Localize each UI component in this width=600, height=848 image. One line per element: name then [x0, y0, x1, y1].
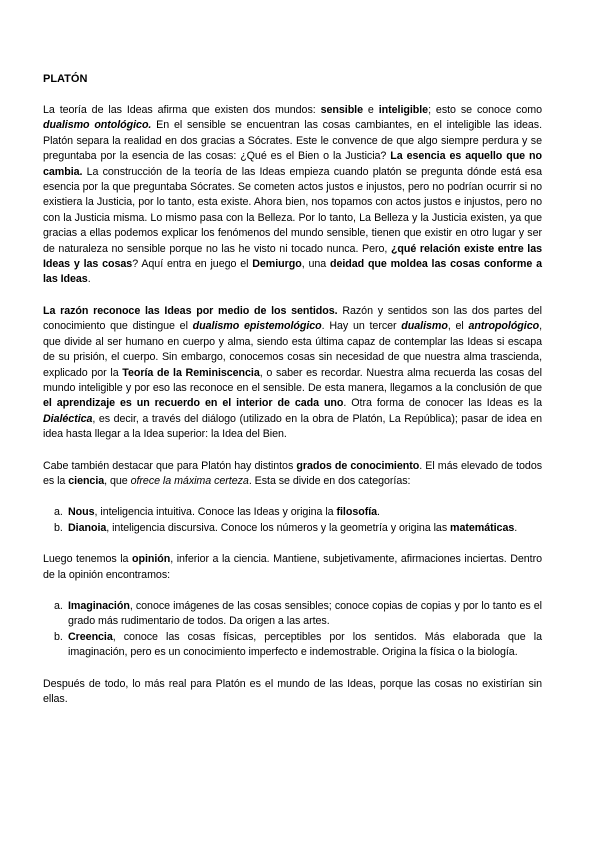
list-item-text — [68, 522, 517, 534]
list-item-creencia — [43, 630, 542, 661]
paragraph-opinion — [43, 552, 542, 583]
list-item-dianoia — [43, 521, 542, 536]
bold-italic-text: Dialéctica — [43, 412, 93, 425]
text-run: , que divide al ser humano en cuerpo y alma, siendo esta última capaz de contemplar las Ideas si escapa de su prisión, el cuerpo. Sin embargo, conocemos cosas sin necesidad de que nuestra alma trascienda, explicado por la — [43, 320, 542, 379]
text-run: . — [87, 273, 91, 286]
text-run: . Hay un tercer — [321, 320, 402, 333]
bold-text: deidad que moldea las cosas conforme a las Ideas — [43, 258, 542, 286]
italic-text: ofrece la máxima certeza — [130, 474, 249, 487]
list-item-text — [68, 631, 542, 658]
text-run: ? Aquí entra en juego el — [132, 258, 253, 271]
bold-text: Demiurgo — [252, 258, 302, 271]
paragraph-reason-senses — [43, 304, 542, 443]
text-run: , una — [301, 258, 330, 271]
bold-text: Teoría de la Reminiscencia — [122, 366, 260, 379]
bold-italic-text: dualismo ontológico. — [43, 119, 152, 132]
list-marker: a. — [54, 506, 63, 519]
text-run: , que — [104, 474, 131, 487]
text-run: Razón y sentidos son las dos partes del conocimiento que distingue el — [43, 304, 542, 333]
bold-italic-text: dualismo — [401, 320, 448, 333]
bold-text: Nous — [68, 506, 95, 519]
list-item-text — [68, 600, 542, 627]
list-item-imaginacion — [43, 599, 542, 630]
text-run: . Esta se divide en dos categorías: — [248, 474, 411, 487]
text-run: Luego tenemos la — [43, 553, 132, 566]
text-run: , es decir, a través del diálogo (utilizado en la obra de Platón, La República); pasar de idea en idea hasta llegar a la Idea superior: la Idea del Bien. — [43, 412, 542, 441]
paragraph-knowledge-degrees — [43, 459, 542, 490]
bold-text: La razón reconoce las Ideas por medio de los sentidos. — [43, 304, 338, 317]
text-run: . Otra forma de conocer las Ideas es la — [343, 397, 542, 410]
bold-text: filosofía — [336, 506, 378, 519]
text-run: En el sensible se encuentran las cosas cambiantes, en el inteligible las ideas. Platón separa la realidad en dos gracias a Sócrates. Este le convence de que algo siempre perdura y se preguntaba por la esencia de las cosas: ¿Qué es el Bien o la Justicia? — [43, 119, 543, 163]
bold-text: opinión — [132, 553, 171, 566]
text-run: , inteligencia intuitiva. Conoce las Ideas y origina la — [94, 506, 337, 519]
list-item-nous — [43, 505, 542, 520]
text-run: , o saber es recordar. Nuestra alma recuerda las cosas del mundo inteligible y por eso las reconoce en el sensible. De esta manera, llegamos a la conclusión de que — [43, 366, 542, 394]
bold-text: Creencia — [68, 630, 113, 643]
bold-text: el aprendizaje es un recuerdo en el interior de cada uno — [43, 397, 344, 410]
text-run: La construcción de la teoría de las Ideas empieza cuando platón se pregunta dónde está esa esencia por la que preguntaba Sócrates. Se cometen actos justos e injustos, pero no podrían ocurrir si no existiera la Justicia, por lo tanto, esta existe. Ahora bien, nos topamos con actos justos e injustos, pero no con la Justicia misma. Lo mismo pasa con la Belleza. Por lo tanto, La Belleza y la Justicia existen, ya que gracias a ellas podemos explicar los fenómenos del mundo sensible, tienen que existir en otro lugar y ser de naturaleza no sensible porque no las he visto ni tocado nunca. Pero, — [43, 165, 542, 255]
text-run: . — [514, 521, 518, 534]
bold-text: La esencia es aquello que no cambia. — [43, 150, 542, 178]
page-title: PLATÓN — [43, 73, 88, 85]
opinion-categories-list — [43, 599, 542, 661]
text-run: , el — [447, 320, 469, 333]
bold-text: Imaginación — [68, 599, 130, 612]
science-categories-list — [43, 505, 542, 536]
bold-text: sensible — [320, 104, 363, 116]
bold-text: grados de conocimiento — [296, 459, 420, 472]
text-run: e — [362, 104, 379, 116]
text-run: Cabe también destacar que para Platón hay distintos — [43, 459, 297, 472]
bold-italic-text: antropológico — [468, 320, 540, 333]
bold-text: inteligible — [378, 104, 429, 116]
paragraph-conclusion — [43, 677, 542, 708]
bold-italic-text: dualismo epistemológico — [192, 320, 322, 333]
list-marker: b. — [54, 630, 63, 643]
text-run: Después de todo, lo más real para Platón es el mundo de las Ideas, porque las cosas no existirían sin ellas. — [43, 677, 542, 705]
bold-text: matemáticas — [450, 521, 515, 534]
bold-text: Dianoia — [68, 521, 107, 534]
text-run: . El más elevado de todos es la — [43, 459, 543, 487]
text-run: , inteligencia discursiva. Conoce los números y la geometría y origina las — [106, 521, 451, 534]
list-marker: a. — [54, 599, 63, 612]
text-run: , conoce las cosas físicas, perceptibles por los sentidos. Más elaborada que la imaginación, pero es un conocimiento imperfecto e indemostrable. Origina la física o la biología. — [68, 630, 542, 659]
bold-text: ¿qué relación existe entre las Ideas y las cosas — [43, 242, 542, 271]
text-run: ; esto se conoce como — [428, 104, 542, 116]
list-marker: b. — [54, 521, 63, 534]
text-run: La teoría de las Ideas afirma que existen dos mundos: — [43, 104, 321, 116]
paragraph-ideas-theory — [43, 103, 542, 288]
text-run: , inferior a la ciencia. Mantiene, subjetivamente, afirmaciones inciertas. Dentro de la opinión encontramos: — [43, 553, 542, 581]
bold-text: ciencia — [68, 474, 105, 487]
list-item-text — [68, 506, 380, 518]
text-run: , conoce imágenes de las cosas sensibles; conoce copias de copias y por lo tanto es el grado más rudimentario de todos. Da origen a las artes. — [68, 599, 542, 628]
text-run: . — [377, 506, 380, 519]
